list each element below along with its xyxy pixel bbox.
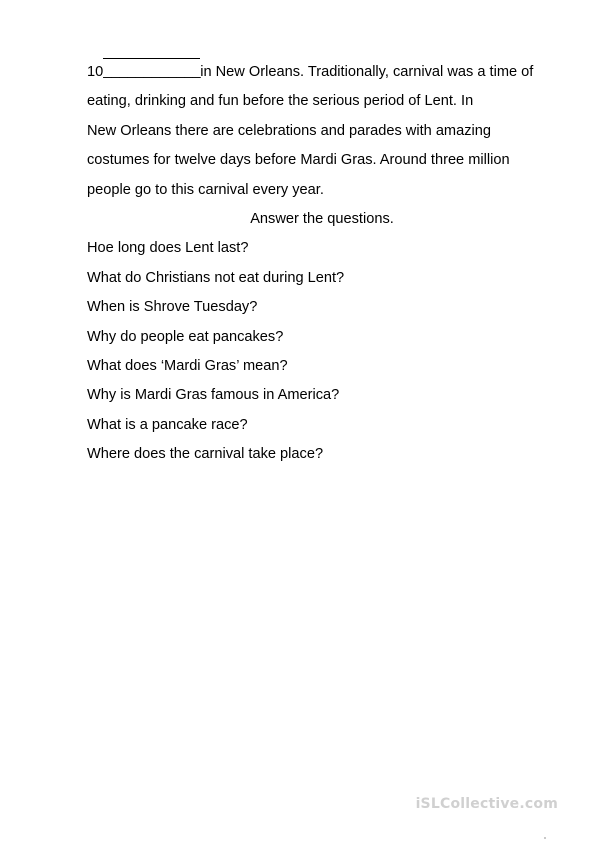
paragraph-line-1 (87, 58, 557, 87)
instruction-heading: Answer the questions. (250, 210, 394, 227)
watermark-text: iSLCollective.com (415, 796, 558, 812)
paragraph-line-3: New Orleans there are celebrations and parades with amazing (87, 122, 491, 139)
question-list (87, 234, 557, 469)
paragraph-text-1: in New Orleans. Traditionally, carnival was a time of (200, 64, 534, 80)
question-5: What does ‘Mardi Gras’ mean? (87, 357, 288, 374)
answer-blank: ____________ (103, 57, 200, 59)
question-1: Hoe long does Lent last? (87, 240, 249, 257)
paragraph-line-5: people go to this carnival every year. (87, 181, 324, 198)
paragraph-line-2: eating, drinking and fun before the serious period of Lent. In (87, 93, 474, 110)
question-4: Why do people eat pancakes? (87, 328, 284, 345)
question-7: What is a pancake race? (87, 416, 248, 433)
blank-number: 10 (87, 64, 104, 80)
question-3: When is Shrove Tuesday? (87, 299, 258, 316)
paragraph-line-4: costumes for twelve days before Mardi Gras. Around three million (87, 152, 510, 169)
question-8: Where does the carnival take place? (87, 446, 324, 463)
question-2: What do Christians not eat during Lent? (87, 269, 345, 286)
scan-speck (544, 837, 546, 839)
worksheet-content (87, 58, 557, 469)
question-6: Why is Mardi Gras famous in America? (87, 387, 340, 404)
